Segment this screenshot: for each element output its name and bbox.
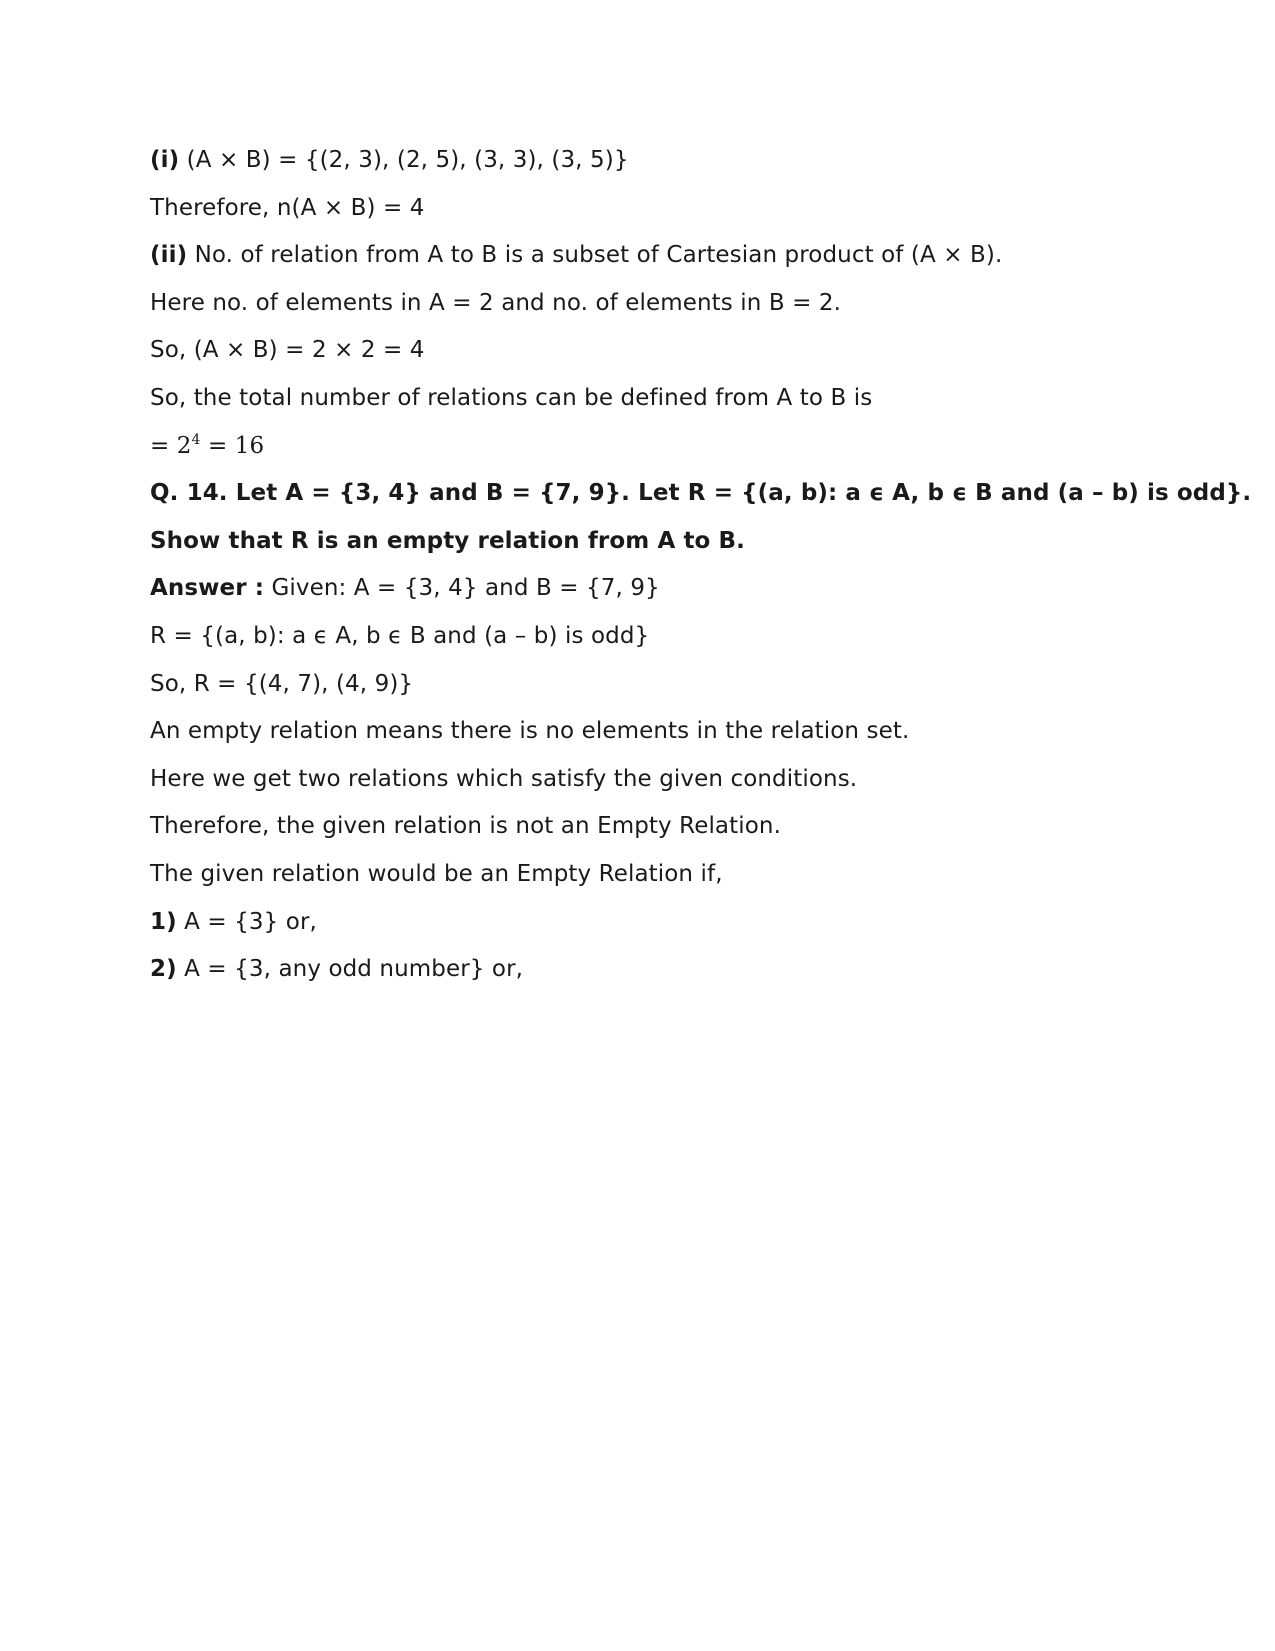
condition-1-text: A = {3} or, bbox=[176, 908, 317, 935]
line-cardinality: Therefore, n(A × B) = 4 bbox=[150, 194, 425, 221]
line-conclusion: Therefore, the given relation is not an Empty Relation. bbox=[150, 813, 781, 840]
line-part-ii-relations bbox=[150, 241, 1150, 269]
cartesian-product-text: (A × B) = {(2, 3), (2, 5), (3, 3), (3, 5)} bbox=[179, 147, 629, 173]
document-body bbox=[150, 146, 1252, 1003]
condition-2-text: A = {3, any odd number} or, bbox=[176, 956, 524, 983]
question-14-task: Show that R is an empty relation from A to B. bbox=[150, 527, 746, 554]
part-ii-label: (ii) bbox=[150, 242, 188, 269]
power-result: = 16 bbox=[200, 432, 265, 459]
line-product-size: So, (A × B) = 2 × 2 = 4 bbox=[150, 337, 425, 364]
line-relation-elements: So, R = {(4, 7), (4, 9)} bbox=[150, 670, 414, 697]
line-condition-1 bbox=[150, 908, 1150, 936]
line-two-relations: Here we get two relations which satisfy the given conditions. bbox=[150, 765, 858, 792]
question-14-statement: Q. 14. Let A = {3, 4} and B = {7, 9}. Let R = {(a, b): a ϵ A, b ϵ B and (a – b) is odd}. bbox=[150, 480, 1252, 507]
power-exponent: 4 bbox=[191, 431, 201, 448]
condition-2-label: 2) bbox=[150, 956, 177, 983]
line-part-i-cartesian-product bbox=[150, 146, 1150, 174]
line-empty-condition: The given relation would be an Empty Relation if, bbox=[150, 860, 723, 887]
line-answer-given bbox=[150, 574, 1150, 602]
answer-label: Answer : bbox=[150, 575, 265, 602]
answer-given-text: Given: A = {3, 4} and B = {7, 9} bbox=[264, 575, 660, 602]
relations-subset-text: No. of relation from A to B is a subset of Cartesian product of (A × B). bbox=[187, 242, 1003, 269]
line-relation-definition: R = {(a, b): a ϵ A, b ϵ B and (a – b) is odd} bbox=[150, 622, 650, 649]
line-condition-2 bbox=[150, 955, 1150, 983]
line-empty-relation-definition: An empty relation means there is no elements in the relation set. bbox=[150, 718, 910, 745]
line-power-result bbox=[150, 432, 1150, 460]
line-element-counts: Here no. of elements in A = 2 and no. of elements in B = 2. bbox=[150, 289, 842, 316]
line-total-relations: So, the total number of relations can be defined from A to B is bbox=[150, 384, 873, 411]
power-base: = 2 bbox=[150, 432, 192, 459]
condition-1-label: 1) bbox=[150, 908, 177, 935]
part-i-label: (i) bbox=[150, 147, 180, 173]
